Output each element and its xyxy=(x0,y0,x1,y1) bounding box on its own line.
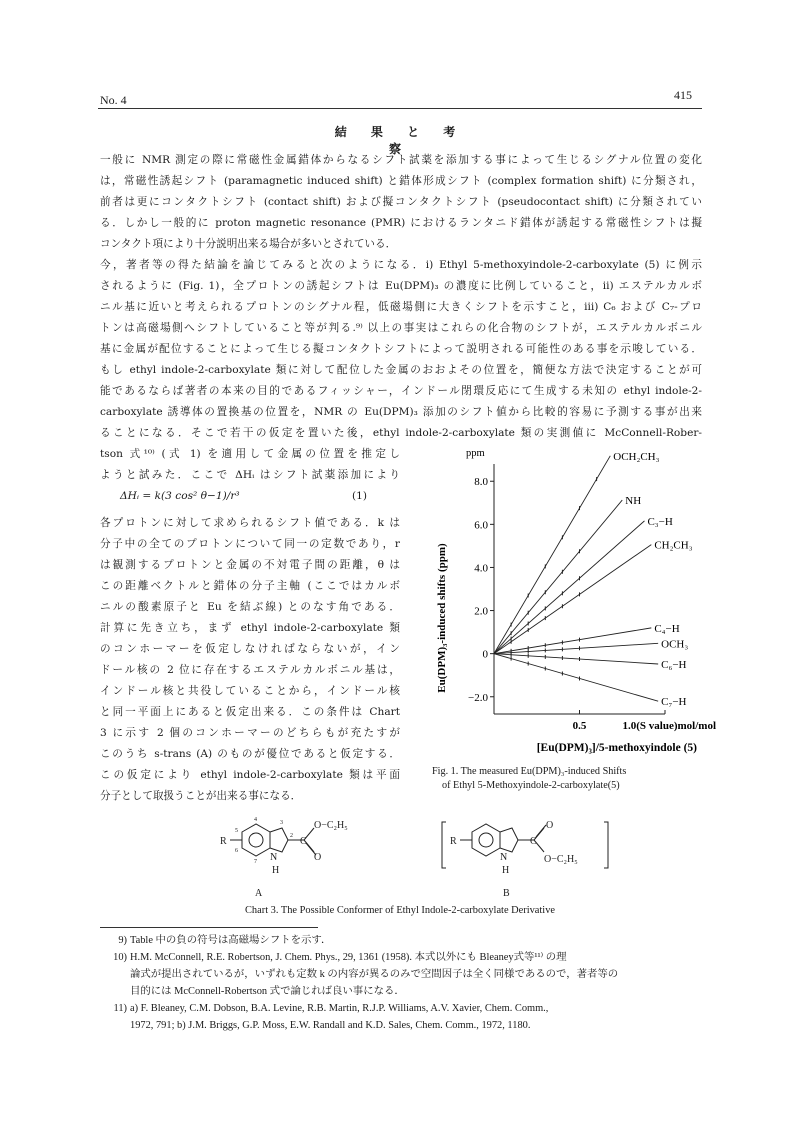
indole-n: N xyxy=(270,852,278,863)
y-unit-label: ppm xyxy=(466,448,485,459)
r-group: R xyxy=(450,836,457,847)
para2-line: もし ethyl indole-2-carboxylate 類に対して配位した金属のおおよその位置を，簡便な方法で決定することが可 xyxy=(100,364,702,376)
para1-line: る．しかし一般的に proton magnetic resonance (PMR) におけるランタニド錯体が誘起する常磁性シフトは擬 xyxy=(100,217,702,229)
indole-h: H xyxy=(272,865,280,876)
shift-chart xyxy=(420,440,720,762)
para2-line: ニル基に近いと考えられるプロトンのシグナル程，低磁場側に大きくシフトを示すこと，iii) C₆ および C₇-プロ xyxy=(100,301,702,313)
figure-caption-line: of Ethyl 5-Methoxyindole-2-carboxylate(5) xyxy=(442,780,620,791)
y-tick-label: 8.0 xyxy=(474,476,488,489)
para3-line: ドール核の 2 位に存在するエステルカルボニル基は， xyxy=(100,664,400,676)
conformer-b xyxy=(442,820,608,899)
series-label: C₇−H xyxy=(661,696,687,709)
series-label: NH xyxy=(625,495,642,508)
para2-line: 能であるならば著者の本来の目的であるフィッシャー，インドール閉環反応にて生成する未知の ethyl indole-2- xyxy=(100,385,702,397)
carbonyl-c: C xyxy=(530,836,537,847)
para2-line: 基に金属が配位することによって生じる擬コンタクトシフトによって説明される可能性のある事を示唆している． xyxy=(100,343,702,355)
aromatic-ring-circle xyxy=(479,833,493,847)
para1-line: 前者は更にコンタクトシフト (contact shift) および擬コンタクトシフト (pseudocontact shift) に分類されてい xyxy=(100,196,702,208)
para3-line: 分子中の全てのプロトンについて同一の定数であり，r xyxy=(100,538,400,550)
series-label: C₃−H xyxy=(647,515,673,528)
para3-line: 分子として取扱うことが出来る事になる． xyxy=(100,790,302,802)
position-3: 3 xyxy=(280,820,283,826)
x-tick-label: 0.5 xyxy=(572,720,587,732)
ester-oc2h5: O−C₂H₅ xyxy=(314,820,348,831)
carbonyl-o: O xyxy=(546,820,554,831)
double-bond xyxy=(536,825,546,837)
para3-line: と同一平面上にあると仮定出来る．この条件は Chart xyxy=(100,706,400,718)
para3-line: このうち s-trans (A) のものが優位であると仮定する． xyxy=(100,748,400,760)
chart3-caption: Chart 3. The Possible Conformer of Ethyl Indole-2-carboxylate Derivative xyxy=(245,905,555,916)
y-tick-label: 2.0 xyxy=(474,605,488,618)
series-label: OCH₃ xyxy=(661,638,689,651)
para3-line: この距離ベクトルと錯体の分子主軸 (ここではカルボ xyxy=(100,580,400,592)
series-lines xyxy=(494,456,658,701)
y-ticks xyxy=(468,476,494,704)
page-number: 415 xyxy=(674,88,692,102)
pyrrole-ring xyxy=(270,828,288,852)
label-a: A xyxy=(255,888,263,899)
benzene-ring xyxy=(472,824,500,856)
series-line xyxy=(494,545,651,654)
pyrrole-ring xyxy=(500,828,518,852)
equation: ΔHᵢ = k(3 cos² θ−1)/r³ xyxy=(120,490,240,502)
para1-line: コンタクト項により十分説明出来る場合が多いとされている． xyxy=(100,238,397,250)
para2-line: tson 式¹⁰⁾ (式 1) を適用して金属の位置を推定し xyxy=(100,448,400,460)
y-axis-label: Eu(DPM)₃-induced shifts (ppm) xyxy=(436,543,448,693)
para3-line: のコンホーマーを仮定しなければならないが，イン xyxy=(100,643,400,655)
equation-number: (1) xyxy=(352,490,368,502)
series-line xyxy=(494,500,622,654)
para2-line: carboxylate 誘導体の置換基の位置を，NMR の Eu(DPM)₃ 添加のシフト値から比較的容易に予測する事が出来 xyxy=(100,406,702,418)
series-labels xyxy=(613,451,692,708)
footnote-text: 論式が提出されているが，いずれも定数 k の内容が異るのみで空間因子は全く同様であるので，著者等の xyxy=(130,969,619,980)
r-group: R xyxy=(220,836,227,847)
bracket-right xyxy=(604,822,608,868)
footnote-rule xyxy=(100,927,318,928)
para1-line: は，常磁性誘起シフト (paramagnetic induced shift) と錯体形成シフト (complex formation shift) に分類され， xyxy=(100,175,702,187)
series-label: OCH₂CH₃ xyxy=(613,450,660,463)
para2-line: ようと試みた．ここで ΔHᵢ はシフト試薬添加により xyxy=(100,469,400,481)
para3-line: インドール核と共役していることから，インドール核 xyxy=(100,685,400,697)
position-7: 7 xyxy=(254,859,257,865)
chart3-structures xyxy=(200,812,640,902)
position-5: 5 xyxy=(235,828,238,834)
para3-line: 3 に示す 2 個のコンホーマーのどちらもが充たすが xyxy=(100,727,400,739)
para2-line: トンは高磁場側へシフトしていること等が判る.⁹⁾ 以上の事実はこれらの化合物のシフトが，エステルカルボニル xyxy=(100,322,702,334)
para1-line: 一般に NMR 測定の際に常磁性金属錯体からなるシフト試薬を添加する事によって生じるシグナル位置の変化 xyxy=(100,154,702,166)
label-b: B xyxy=(503,888,510,899)
series-line xyxy=(494,654,658,702)
y-tick-label: −2.0 xyxy=(468,691,488,704)
x-unit-label: 1.0(S value)mol/mol xyxy=(622,720,716,732)
para3-line: ニルの酸素原子と Eu を結ぶ線) とのなす角である． xyxy=(100,601,400,613)
series-line xyxy=(494,521,644,654)
para3-line: 各プロトンに対して求められるシフト値である．k は xyxy=(100,517,400,529)
series-line xyxy=(494,654,658,664)
footnote-text: Table 中の負の符号は高磁場シフトを示す． xyxy=(130,935,332,946)
footnote-text: H.M. McConnell, R.E. Robertson, J. Chem. Phys., 29, 1361 (1958). 本式以外にも Bleaney式等¹¹⁾ の理 xyxy=(130,952,567,963)
header-rule xyxy=(98,108,702,109)
aromatic-ring-circle xyxy=(249,833,263,847)
para3-line: この仮定により ethyl indole-2-carboxylate 類は平面 xyxy=(100,769,400,781)
footnote-text: 目的には McConnell-Robertson 式で論じれば良い事になる． xyxy=(130,986,405,997)
position-4: 4 xyxy=(254,817,257,823)
series-label: C₄−H xyxy=(654,622,680,635)
y-tick-label: 6.0 xyxy=(474,519,488,532)
bracket-left xyxy=(442,822,446,868)
issue-number: No. 4 xyxy=(100,93,127,107)
footnote-number: 9) xyxy=(118,935,127,946)
carbonyl-c: C xyxy=(300,836,307,847)
para2-line: ることになる．そこで若干の仮定を置いた後，ethyl indole-2-carboxylate 類の実測値に McConnell-Rober- xyxy=(100,427,702,439)
para2-line: 今，著者等の得た結論を論じてみると次のようになる．i) Ethyl 5-methoxyindole-2-carboxylate (5) に例示 xyxy=(100,259,702,271)
benzene-ring xyxy=(242,824,270,856)
para2-line: されるように (Fig. 1)，全プロトンの誘起シフトは Eu(DPM)₃ の濃度に比例していること，ii) エステルカルボ xyxy=(100,280,702,292)
figure-caption-line: Fig. 1. The measured Eu(DPM)₃-induced Shifts xyxy=(432,766,627,777)
para3-line: は観測するプロトンと金属の不対電子間の距離，θ は xyxy=(100,559,400,571)
ester-oc2h5: O−C₂H₅ xyxy=(544,854,578,865)
conformer-a xyxy=(220,817,348,899)
position-6: 6 xyxy=(235,848,238,854)
footnote-text: 1972, 791; b) J.M. Briggs, G.P. Moss, E.W. Randall and K.D. Sales, Chem. Comm., 1972, 1180. xyxy=(130,1020,531,1031)
indole-h: H xyxy=(502,865,510,876)
figure-caption xyxy=(432,765,722,793)
series-label: C₆−H xyxy=(661,659,687,671)
series-line xyxy=(494,643,658,653)
series-line xyxy=(494,628,651,654)
para3-line: 計算に先き立ち，まず ethyl indole-2-carboxylate 類 xyxy=(100,622,400,634)
position-2: 2 xyxy=(290,833,293,839)
series-label: CH₂CH₃ xyxy=(654,539,693,552)
footnote-number: 11) xyxy=(113,1003,127,1014)
x-axis-label: [Eu(DPM)₃]/5-methoxyindole (5) xyxy=(536,742,697,754)
y-tick-label: 4.0 xyxy=(474,562,488,575)
section-title: 結 果 と 考 察 xyxy=(334,125,466,156)
indole-n: N xyxy=(500,852,508,863)
footnote-text: a) F. Bleaney, C.M. Dobson, B.A. Levine, R.B. Martin, R.J.P. Williams, A.V. Xavier, Chem. Comm., xyxy=(130,1003,549,1014)
y-tick-label: 0 xyxy=(482,648,488,661)
footnote-number: 10) xyxy=(113,952,127,963)
carbonyl-o: O xyxy=(314,852,322,863)
